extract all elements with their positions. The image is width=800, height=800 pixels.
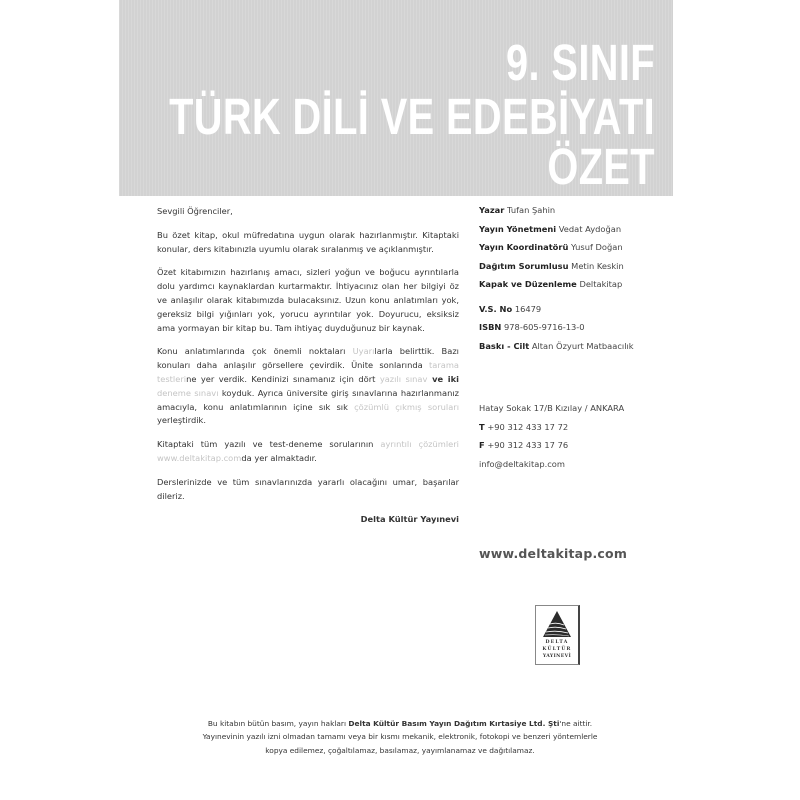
- pub-printing: [479, 341, 689, 360]
- publisher-logo: [535, 605, 580, 665]
- paragraph-3: [157, 345, 459, 428]
- value: Yusuf Doğan: [571, 242, 623, 252]
- text: yerleştirdik.: [157, 415, 206, 426]
- value: Altan Özyurt Matbaacılık: [531, 340, 634, 351]
- credits-panel: [479, 205, 689, 359]
- highlight-trial-exam: deneme sınavı: [157, 387, 219, 398]
- summary-title: ÖZET: [547, 138, 655, 195]
- credit-editor: [479, 224, 689, 243]
- highlight-screening-tests: tarama testleri: [157, 360, 459, 384]
- logo-line-3: YAYINEVİ: [542, 654, 572, 659]
- value: Metin Keskin: [571, 260, 624, 271]
- value: Deltakitap: [579, 279, 623, 289]
- pub-isbn: [479, 322, 689, 341]
- label: Dağıtım Sorumlusu: [479, 260, 569, 271]
- email: info@deltakitap.com: [479, 458, 565, 469]
- footer-line-2: Yayınevinin yazılı izni olmadan tamamı veya bir kısmı mekanik, elektronik, fotokopi ve benzeri yöntemlerle: [202, 732, 598, 742]
- credit-distribution: [479, 261, 689, 280]
- value: 978-605-9716-13-0: [503, 322, 585, 332]
- phone-label: T: [479, 421, 485, 432]
- label: Kapak ve Düzenleme: [479, 279, 577, 289]
- preface-letter: [157, 205, 459, 537]
- value: 16479: [514, 303, 542, 314]
- text: ve iki: [427, 373, 459, 384]
- company-name: Delta Kültür Basım Yayın Dağıtım Kırtasiye Ltd. Şti: [348, 719, 560, 728]
- paragraph-4: [157, 438, 459, 466]
- subject-title: TÜRK DİLİ VE EDEBİYATI: [168, 88, 655, 145]
- highlight-solutions-link: ayrıntılı çözümleri www.deltakitap.com: [157, 439, 459, 463]
- label: V.S. No: [479, 303, 513, 314]
- title-banner: [119, 0, 673, 196]
- credit-coordinator: [479, 242, 689, 261]
- paragraph-2: Özet kitabımızın hazırlanış amacı, sizleri yoğun ve boğucu ayrıntılarla dolu yardımcı kaynaklardan kurtarmaktır. İhtiyacınız olan her bilgiyi öz ve anlaşılır olarak kitabımızda bulacaksınız. Uzun konu anlatımları yok, gereksiz bilgi yığınları yok, yorucu ayrıntılar yok. Doyurucu, eksiksiz ama yormayan bir kitap bu. Tam ihtiyaç duyduğunuz bir kaynak.: [157, 267, 459, 333]
- footer-line-3: kopya edilemez, çoğaltılamaz, basılamaz, yayımlanamaz ve dağıtılamaz.: [265, 745, 535, 755]
- website-url: www.deltakitap.com: [479, 546, 628, 561]
- label: Yayın Yönetmeni: [479, 223, 557, 234]
- signature: Delta Kültür Yayınevi: [360, 514, 459, 525]
- text: Bu kitabın bütün basım, yayın hakları: [207, 719, 349, 728]
- value: Tufan Şahin: [507, 205, 556, 215]
- text: ne yer verdik. Kendinizi sınamanız için dört: [186, 373, 380, 384]
- label: ISBN: [479, 322, 502, 332]
- label: Baskı - Cilt: [479, 340, 530, 351]
- text: da yer almaktadır.: [241, 452, 317, 463]
- text: koyduk. Ayrıca üniversite giriş sınavlarına hazırlanmanız amacıyla, konu anlatımlarının içine sık sık: [157, 387, 459, 412]
- text: larla belirttik. Bazı konuları daha anlaşılır görsellere çevirdik. Ünite sonlarında: [157, 346, 459, 371]
- text: Konu anlatımlarında çok önemli noktaları: [157, 346, 353, 357]
- pub-vs-no: [479, 304, 689, 323]
- contact-panel: [479, 403, 624, 477]
- phone: [479, 422, 624, 441]
- phone-number: +90 312 433 17 72: [487, 421, 569, 432]
- triangle-pyramid-icon: [542, 610, 572, 638]
- fax: [479, 440, 624, 459]
- highlight-written-exam: yazılı sınav: [379, 373, 428, 384]
- paragraph-5: Derslerinizde ve tüm sınavlarınızda yararlı olacağını umar, başarılar dileriz.: [157, 476, 459, 501]
- address: Hatay Sokak 17/B Kızılay / ANKARA: [479, 403, 625, 413]
- paragraph-1: Bu özet kitap, okul müfredatına uygun olarak hazırlanmıştır. Kitaptaki konular, ders kitabınızla uyumlu olarak sıralanmış ve açıklanmıştır.: [157, 229, 459, 254]
- label: Yazar: [479, 205, 505, 215]
- label: Yayın Koordinatörü: [479, 242, 569, 252]
- copyright-footer: [150, 717, 650, 757]
- text: Kitaptaki tüm yazılı ve test-deneme sorularının: [157, 439, 381, 450]
- greeting: Sevgili Öğrenciler,: [157, 206, 233, 216]
- highlight-solved-questions: çözümlü çıkmış soruları: [354, 401, 459, 412]
- value: Vedat Aydoğan: [558, 223, 622, 234]
- footer-line-1: [150, 717, 650, 730]
- text: 'ne aittir.: [559, 719, 593, 728]
- credit-design: [479, 279, 689, 298]
- logo-line-1: DELTA: [545, 640, 569, 645]
- fax-number: +90 312 433 17 76: [487, 440, 569, 450]
- logo-line-2: KÜLTÜR: [542, 647, 572, 652]
- credit-author: [479, 205, 689, 224]
- grade-title: 9. SINIF: [505, 34, 655, 91]
- fax-label: F: [479, 440, 485, 450]
- highlight-warning: Uyarı: [352, 346, 375, 357]
